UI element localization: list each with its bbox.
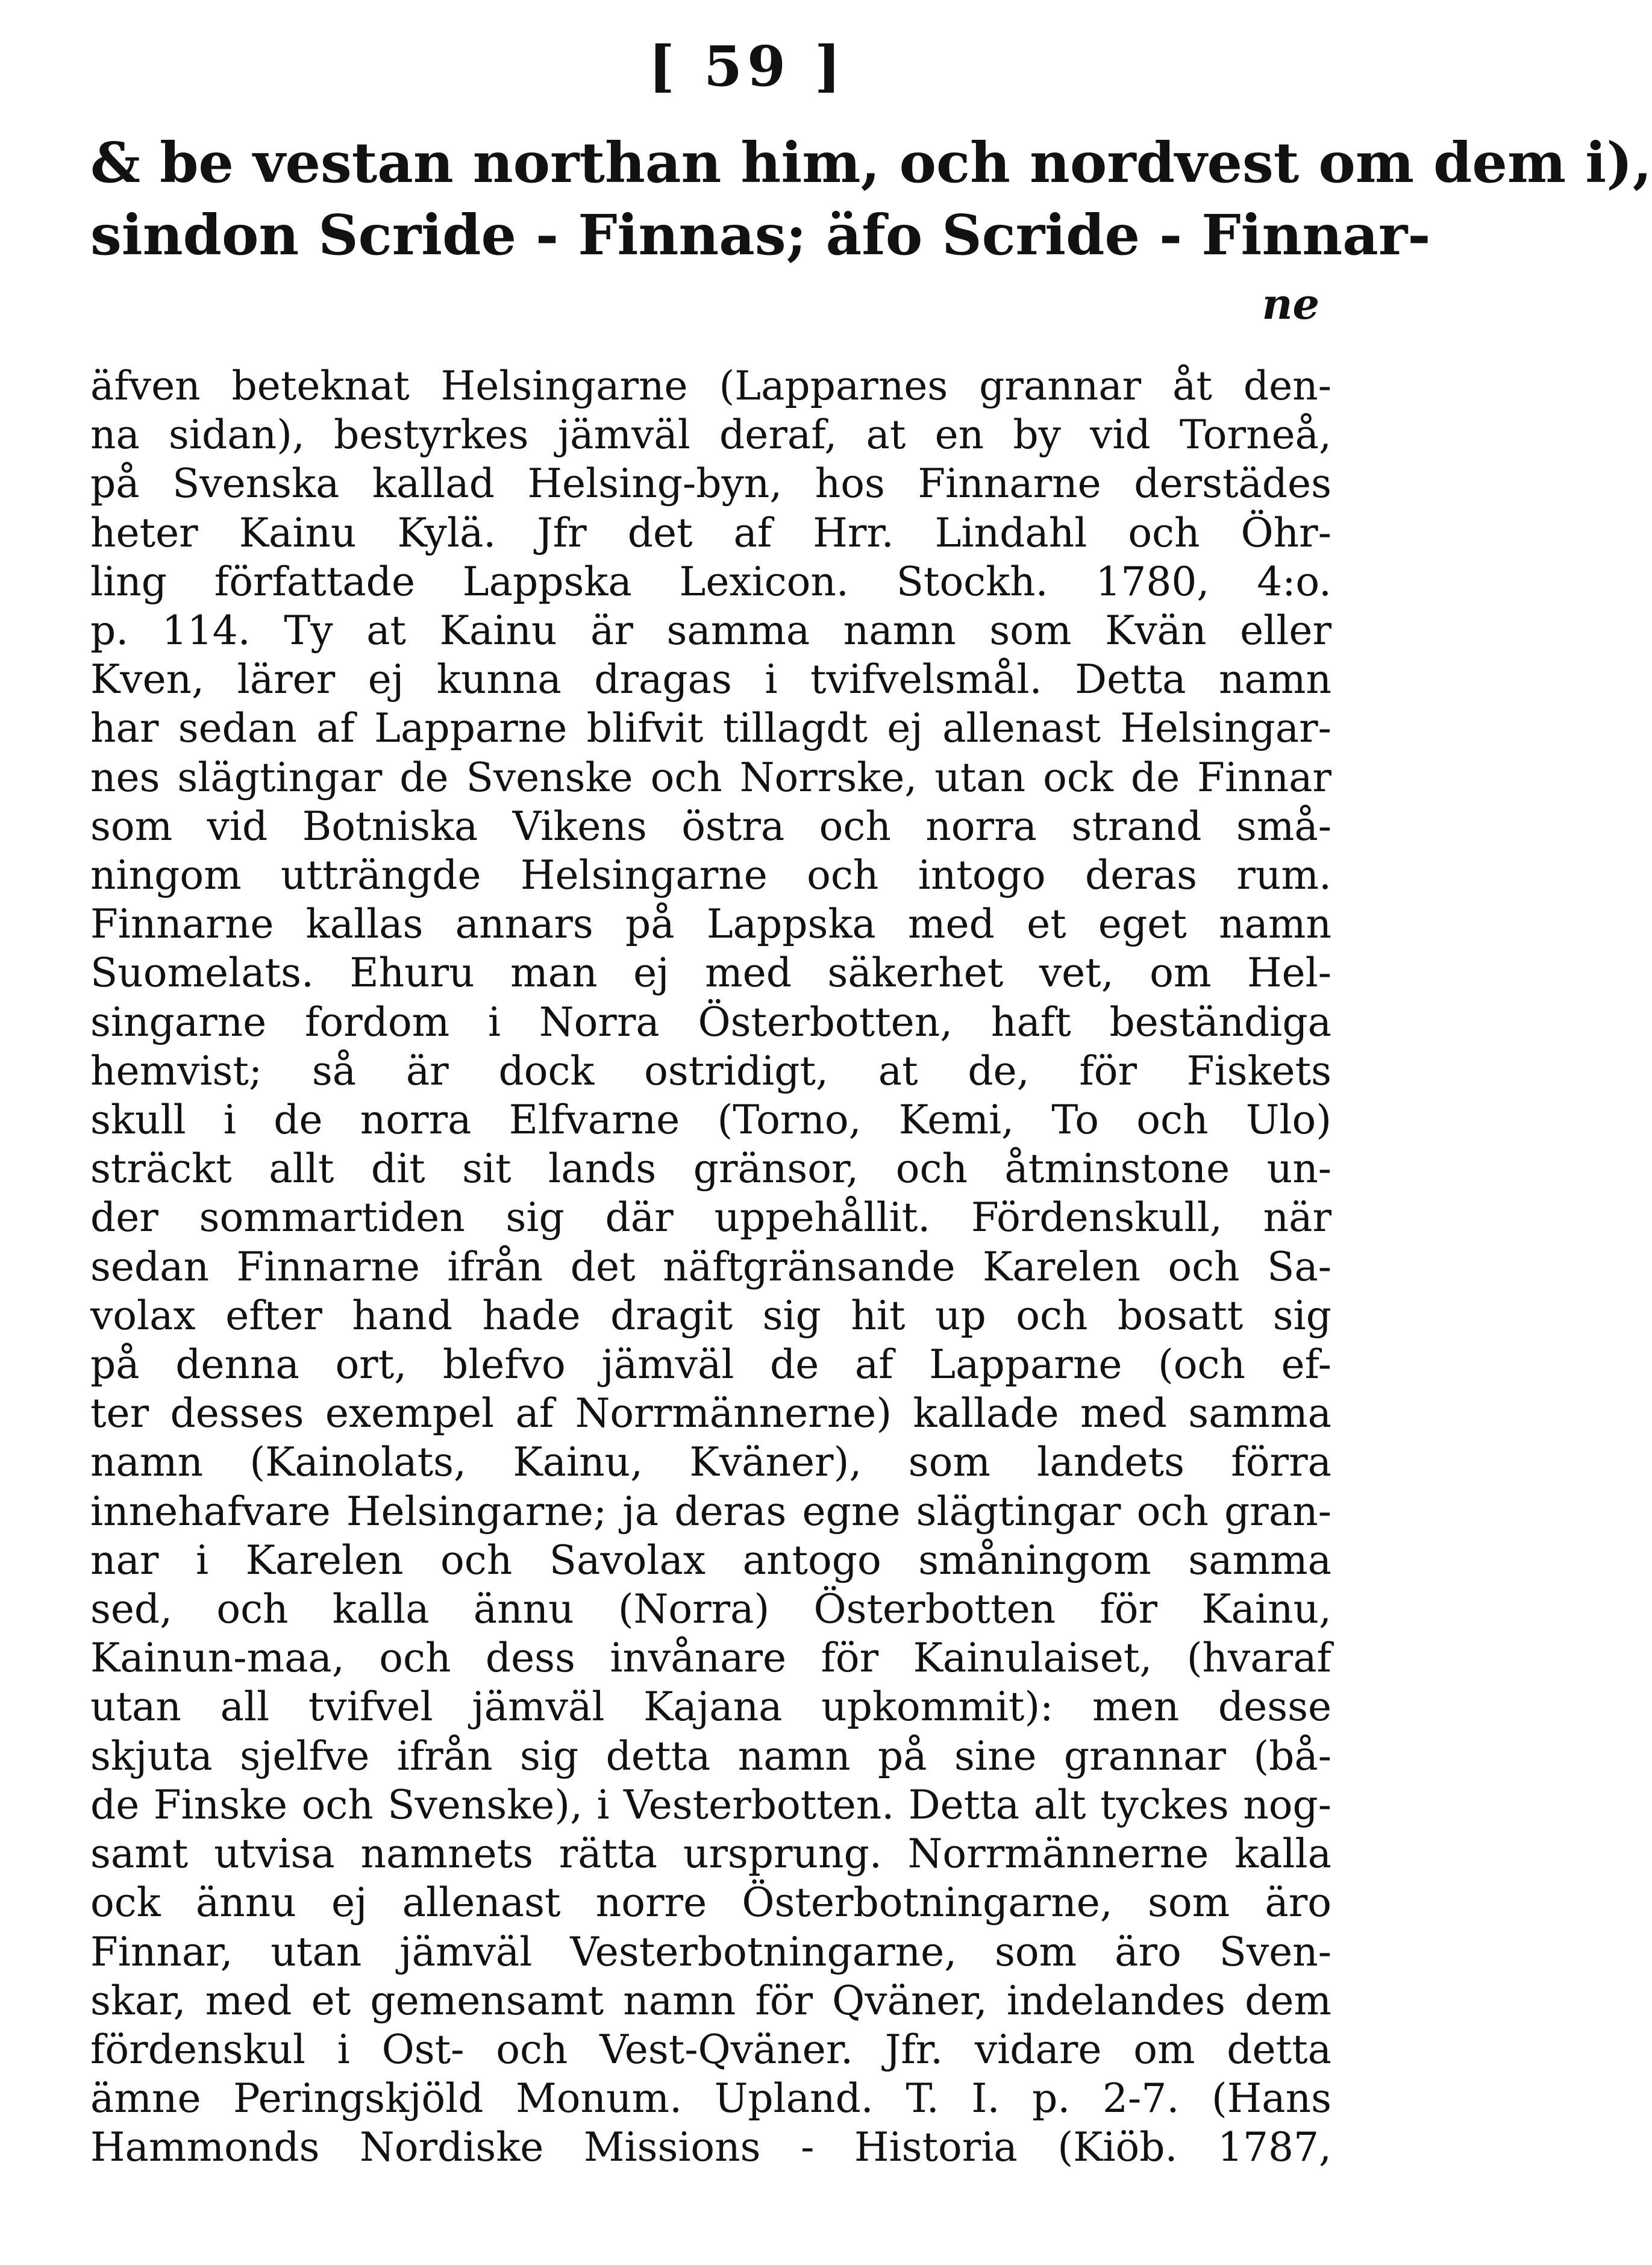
text-line: Kven, lärer ej kunna dragas i tvifvelsmål. Detta namn bbox=[90, 656, 1331, 703]
text-line: samt utvisa namnets rätta ursprung. Norrmännerne kalla bbox=[90, 1831, 1331, 1878]
text-line: p. 114. Ty at Kainu är samma namn som Kvän eller bbox=[90, 607, 1331, 654]
text-line: ningom utträngde Helsingarne och intogo deras rum. bbox=[90, 852, 1331, 899]
text-line: Kainun-maa, och dess invånare för Kainulaiset, (hvaraf bbox=[90, 1635, 1331, 1682]
text-line: utan all tvifvel jämväl Kajana upkommit): men desse bbox=[90, 1684, 1331, 1731]
text-line: sedan Finnarne ifrån det näftgränsande Karelen och Sa- bbox=[90, 1243, 1331, 1290]
text-line: sed, och kalla ännu (Norra) Österbotten för Kainu, bbox=[90, 1586, 1331, 1633]
text-line: na sidan), bestyrkes jämväl deraf, at en by vid Torneå, bbox=[90, 412, 1331, 459]
text-line: de Finske och Svenske), i Vesterbotten. Detta alt tyckes nog- bbox=[90, 1781, 1331, 1828]
text-line: namn (Kainolats, Kainu, Kväner), som landets förra bbox=[90, 1439, 1331, 1486]
text-line: äfven beteknat Helsingarne (Lapparnes grannar åt den- bbox=[90, 363, 1331, 409]
text-line: ling författade Lappska Lexicon. Stockh. 1780, 4:o. bbox=[90, 558, 1331, 605]
text-line: sträckt allt dit sit lands gränsor, och åtminstone un- bbox=[90, 1145, 1331, 1192]
text-line: nar i Karelen och Savolax antogo småningom samma bbox=[90, 1537, 1331, 1584]
text-line: på denna ort, blefvo jämväl de af Lapparne (och ef- bbox=[90, 1341, 1331, 1388]
text-line: Finnar, utan jämväl Vesterbotningarne, som äro Sven- bbox=[90, 1928, 1331, 1975]
footnote-body bbox=[90, 362, 1331, 2172]
book-page bbox=[90, 24, 1652, 2242]
text-line: skar, med et gemensamt namn för Qväner, indelandes dem bbox=[90, 1977, 1331, 2024]
header-line: sindon Scride - Finnas; äfo Scride - Finnar- bbox=[90, 202, 1431, 268]
text-line: skjuta sjelfve ifrån sig detta namn på sine grannar (bå- bbox=[90, 1732, 1331, 1779]
text-line: innehafvare Helsingarne; ja deras egne slägtingar och gran- bbox=[90, 1488, 1331, 1535]
text-line: nes slägtingar de Svenske och Norrske, utan ock de Finnar bbox=[90, 754, 1331, 801]
text-line: som vid Botniska Vikens östra och norra strand små- bbox=[90, 803, 1331, 850]
text-line: hemvist; så är dock ostridigt, at de, för Fiskets bbox=[90, 1047, 1331, 1094]
text-line: der sommartiden sig där uppehållit. Fördenskull, när bbox=[90, 1194, 1331, 1241]
text-line: volax efter hand hade dragit sig hit up och bosatt sig bbox=[90, 1292, 1331, 1339]
page-number: [ 59 ] bbox=[648, 34, 846, 99]
header-line: & be vestan northan him, och nordvest om dem i), bbox=[90, 130, 1652, 195]
text-line: singarne fordom i Norra Österbotten, haft beständiga bbox=[90, 998, 1331, 1045]
text-line: heter Kainu Kylä. Jfr det af Hrr. Lindahl och Öhr- bbox=[90, 509, 1331, 556]
text-line: på Svenska kallad Helsing-byn, hos Finnarne derstädes bbox=[90, 460, 1331, 507]
catchword: ne bbox=[1262, 279, 1319, 329]
text-line: skull i de norra Elfvarne (Torno, Kemi, To och Ulo) bbox=[90, 1097, 1331, 1144]
text-line: fördenskul i Ost- och Vest-Qväner. Jfr. vidare om detta bbox=[90, 2026, 1331, 2073]
text-line: ter desses exempel af Norrmännerne) kallade med samma bbox=[90, 1390, 1331, 1437]
text-line: Hammonds Nordiske Missions - Historia (Kiöb. 1787, bbox=[90, 2124, 1331, 2171]
quoted-header bbox=[90, 127, 1652, 271]
text-line: Suomelats. Ehuru man ej med säkerhet vet, om Hel- bbox=[90, 950, 1331, 997]
text-line: ämne Peringskjöld Monum. Upland. T. I. p. 2-7. (Hans bbox=[90, 2075, 1331, 2122]
text-line: ock ännu ej allenast norre Österbotningarne, som äro bbox=[90, 1879, 1331, 1926]
text-line: har sedan af Lapparne blifvit tillagdt ej allenast Helsingar- bbox=[90, 705, 1331, 752]
text-line: Finnarne kallas annars på Lappska med et eget namn bbox=[90, 901, 1331, 948]
